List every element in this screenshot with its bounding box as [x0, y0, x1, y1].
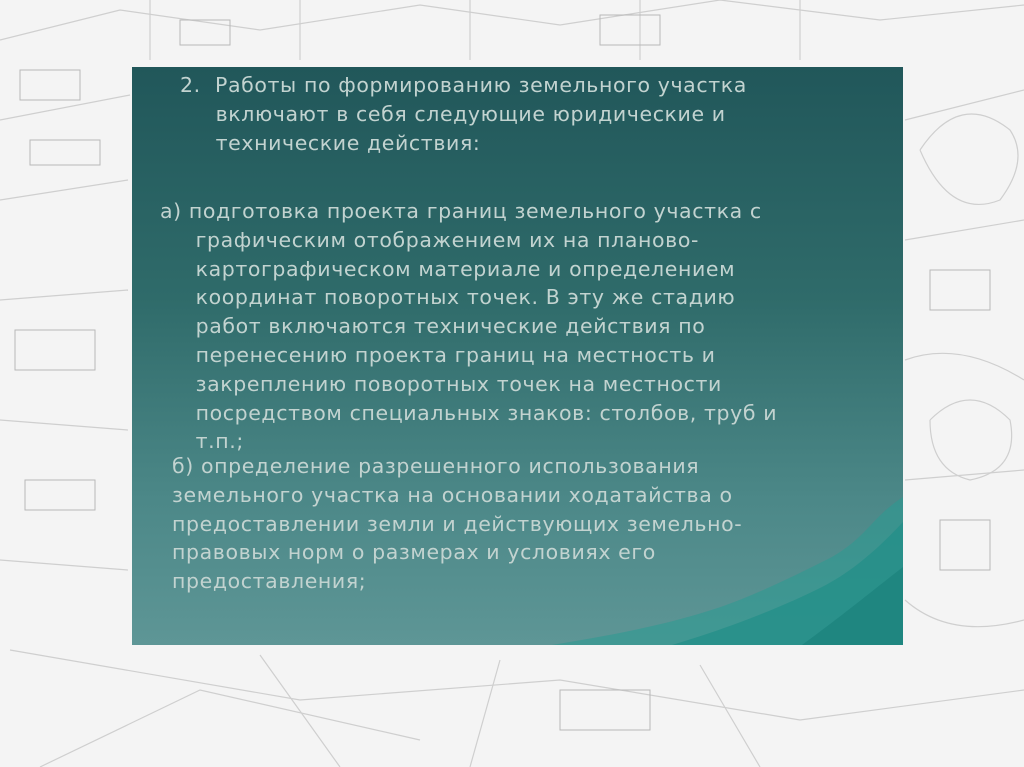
paragraph-main: 2. Работы по формированию земельного участка включают в себя следующие юридические и технические действия:	[180, 73, 747, 155]
paragraph-b: б) определение разрешенного использования земельного участка на основании ходатайства о предоставлении земли и действующих земельно- правовых норм о размерах и условиях его предоставления;	[172, 454, 743, 594]
slide-panel	[132, 67, 903, 645]
paragraph-a: а) подготовка проекта границ земельного участка с графическим отображением их на планово- картографическом материале и определением координат поворотных точек. В эту же стадию работ включаются технические действия по перенесению проекта границ на местность и закреплению поворотных точек на местности посредством специальных знаков: столбов, труб и т.п.;	[160, 199, 778, 454]
